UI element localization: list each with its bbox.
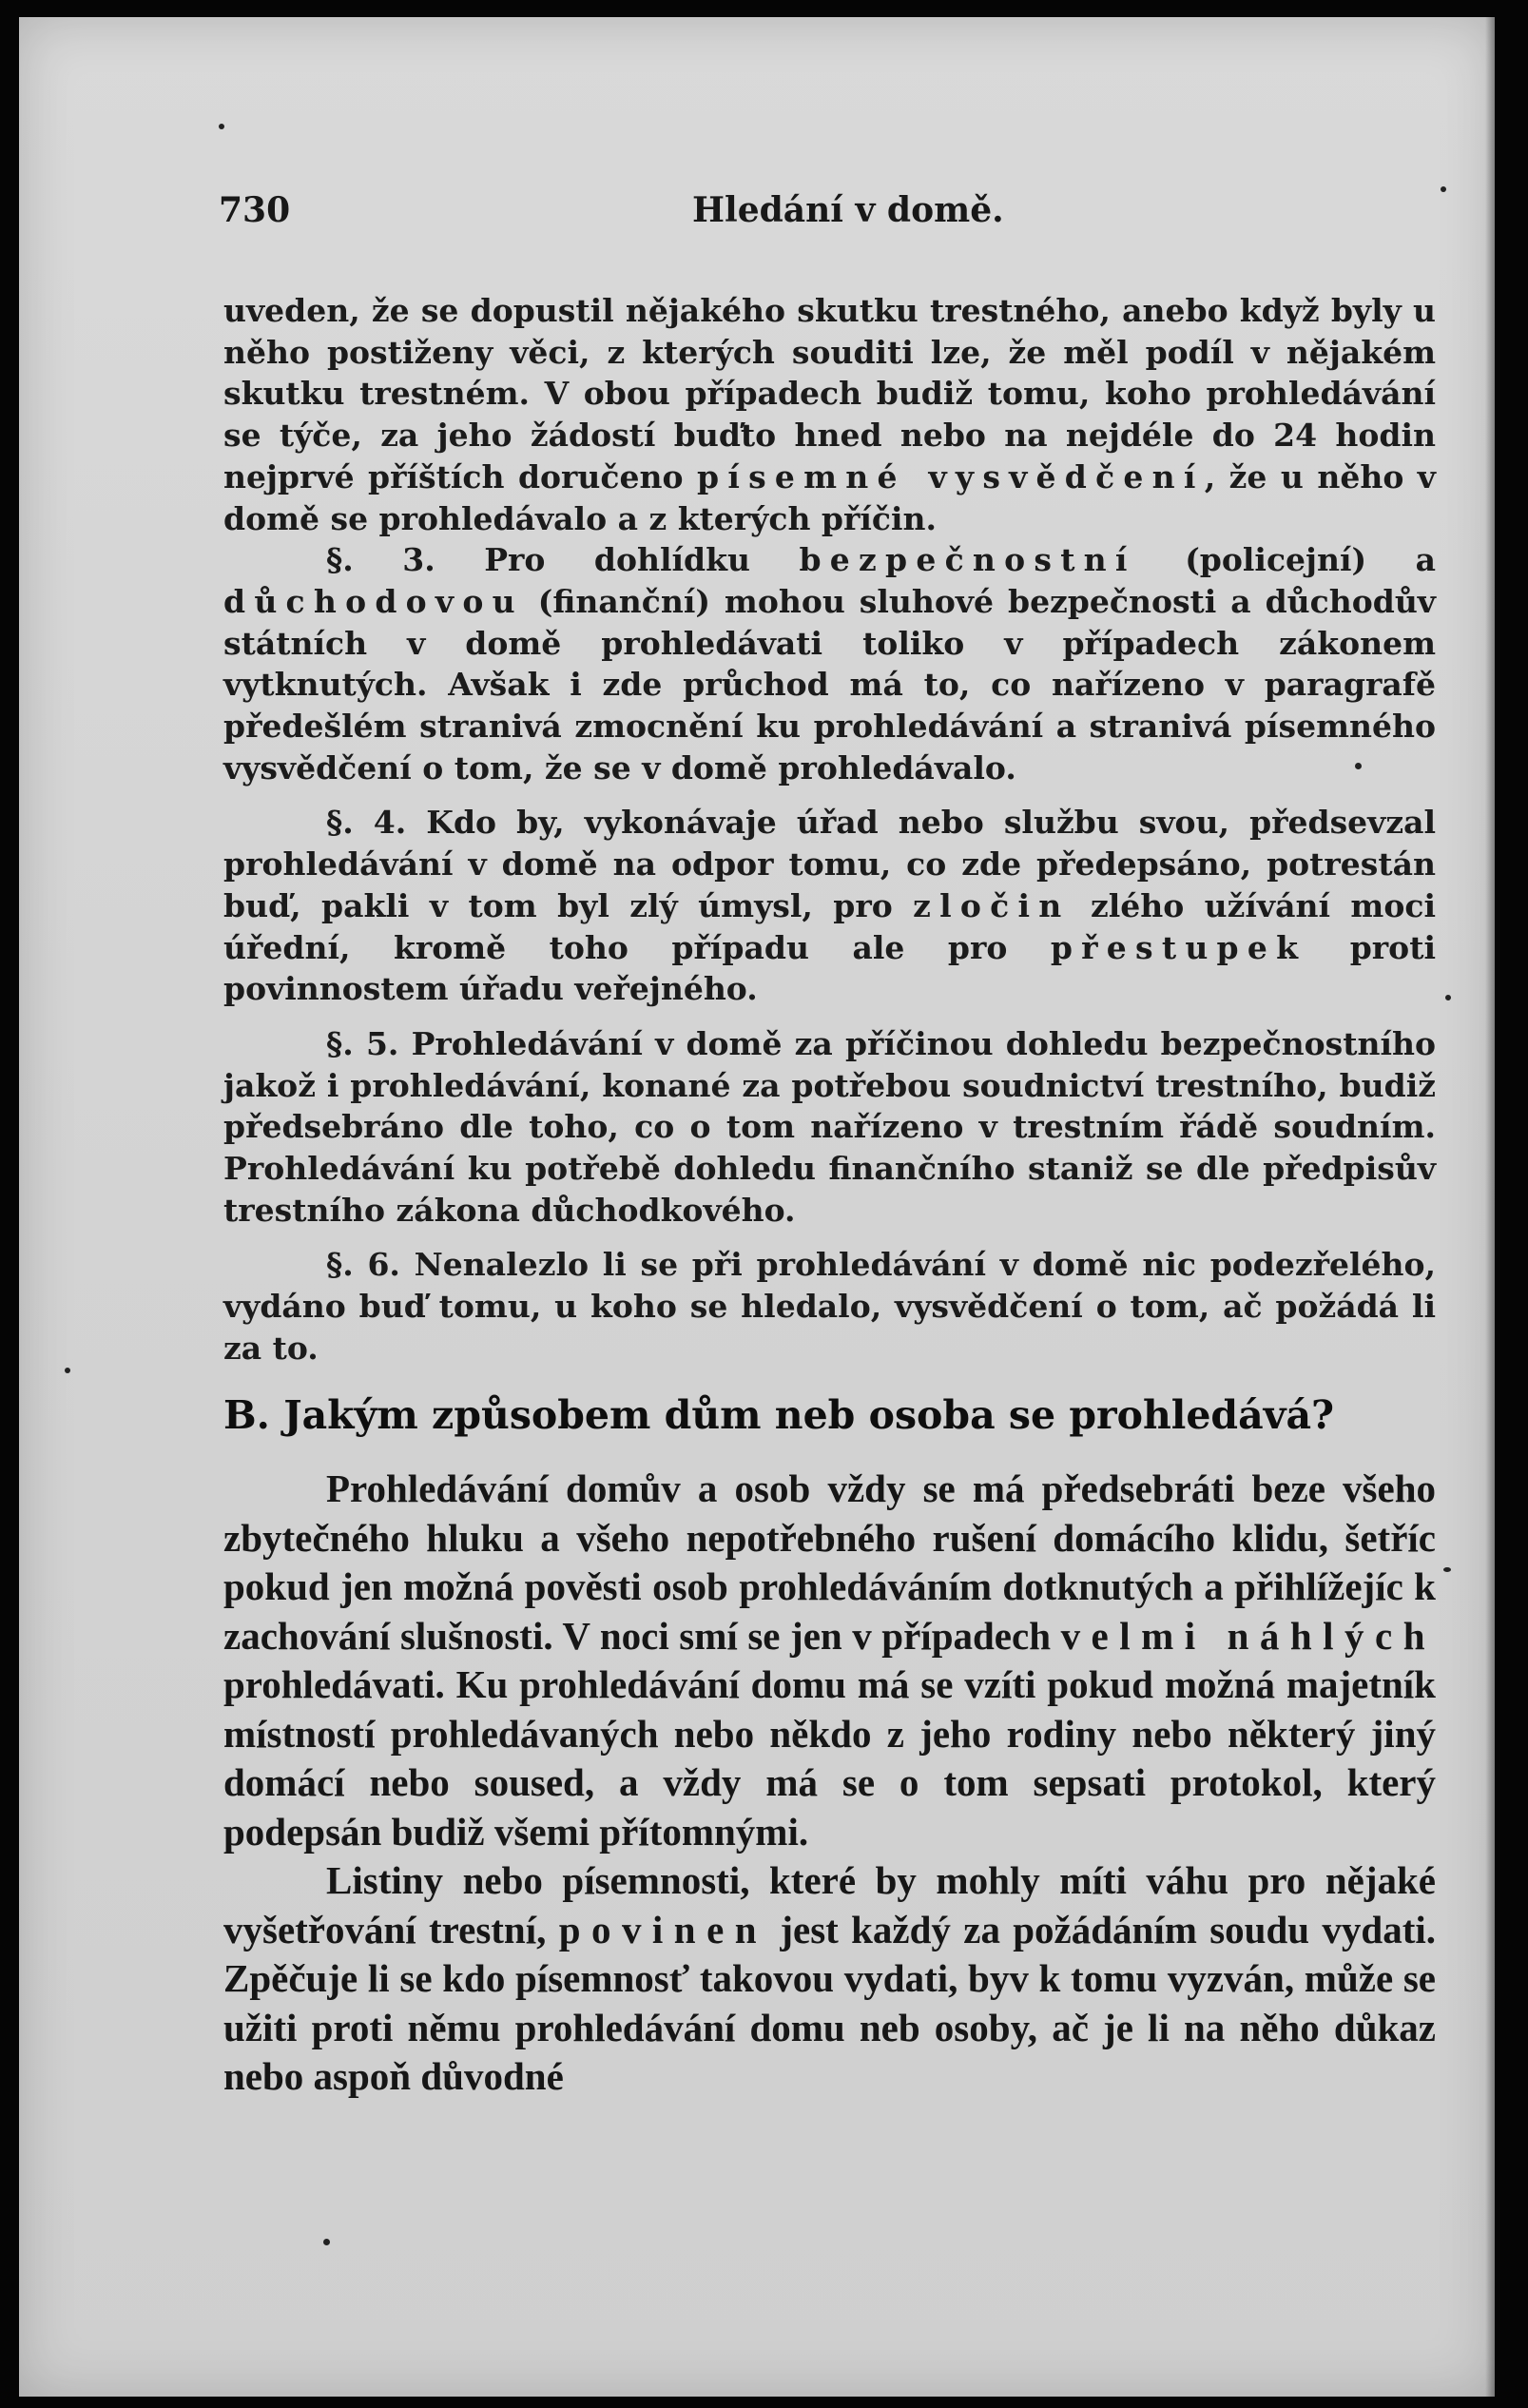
spaced-emphasis: velmi náhlých [1060, 1613, 1436, 1658]
scan-speck [323, 2239, 330, 2245]
running-title: Hledání v domě. [692, 190, 1004, 230]
scan-speck [1441, 186, 1446, 192]
section-heading: B. Jakým způsobem dům neb osoba se prohledává? [223, 1392, 1335, 1438]
spaced-emphasis: povinen [558, 1907, 768, 1952]
section-mark: §. 5. [326, 1024, 399, 1062]
spaced-emphasis: přestupek [1050, 928, 1307, 966]
paragraph-section-6 [223, 1244, 1436, 1369]
paragraph-text: Kdo by, vykonávaje úřad nebo službu svou, předsevzal prohledávání v domě na odpor tomu, co zde předepsáno, potrestán buď, pakli v tom byl zlý úmysl, pro [223, 804, 1437, 924]
paragraph-text: prohledávati. Ku prohledávání domu má se vzíti pokud možná majetník místností prohledávaných nebo někdo z jeho rodiny nebo některý jiný domácí nebo soused, a vždy má se o tom sepsati protokol, který podepsán budiž všemi přítomnými. [223, 1662, 1436, 1854]
paragraph-text: , že u něho v domě se prohledávalo a z kterých příčin. [223, 457, 1436, 537]
paragraph-text: jest každý za požádáním soudu vydati. Zpěčuje li se kdo písemnosť takovou vydati, byv k tomu vyzván, může se užiti proti němu prohledávání domu neb osoby, ač je li na něho důkaz nebo aspoň důvodné [223, 1907, 1436, 2098]
paragraph-section-5 [223, 1023, 1436, 1232]
page-number: 730 [219, 190, 291, 230]
paragraph-text: zlého užívání moci úřední, kromě toho případu ale pro [223, 886, 1436, 966]
paragraph-section-3 [223, 539, 1436, 788]
section-a-text [223, 290, 1436, 1369]
spaced-emphasis: zločin [913, 886, 1071, 924]
page-header [219, 190, 1455, 238]
paragraph-search-procedure [223, 1465, 1436, 1856]
paragraph-text: proti povinnostem úřadu veřejného. [223, 928, 1436, 1008]
paragraph-continuation [223, 290, 1436, 539]
paragraph-text: uveden, že se dopustil nějakého skutku trestného, anebo když byly u něho postiženy věci, z kterých souditi lze, že měl podíl v nějakém skutku trestném. V obou případech budiž tomu, koho prohledávání se týče, za jeho žádostí buďto hned nebo na nejdéle do 24 hodin nejprvé příštích doručeno [223, 292, 1436, 495]
scan-speck [1355, 763, 1362, 769]
paragraph-text: Pro dohlídku [435, 541, 800, 579]
book-page [19, 17, 1495, 2397]
section-b-text [223, 1465, 1436, 2102]
scan-speck [1445, 995, 1451, 1000]
paragraph-section-4 [223, 802, 1436, 1010]
page-edge-shadow [1485, 17, 1495, 2397]
scan-speck [1443, 1567, 1451, 1572]
paragraph-text: (policejní) a [1135, 541, 1437, 579]
paragraph-text: Nenalezlo li se při prohledávání v domě nic podezřelého, vydáno buď tomu, u koho se hledalo, vysvědčení o tom, ač požádá li za to. [223, 1246, 1437, 1367]
spaced-emphasis: bezpečnostní [799, 541, 1136, 579]
section-mark: §. 3. [326, 541, 435, 579]
paragraph-documents [223, 1856, 1436, 2102]
scan-speck [219, 124, 224, 129]
paragraph-text: Prohledávání domův a osob vždy se má předsebráti beze všeho zbytečného hluku a všeho nepotřebného rušení domácího klidu, šetříc pokud jen možná pověsti osob prohledáváním dotknutých a přihlížejíc k zachování slušnosti. V noci smí se jen v případech [223, 1466, 1436, 1658]
spaced-emphasis: písemné vysvědčení [697, 457, 1205, 495]
section-mark: §. 4. [326, 804, 407, 842]
spaced-emphasis: důchodovou [223, 582, 524, 620]
paragraph-text: Listiny nebo písemnosti, které by mohly míti váhu pro nějaké vyšetřování trestní, [223, 1858, 1436, 1952]
paragraph-text: Prohledávání v domě za příčinou dohledu bezpečnostního jakož i prohledávání, konané za potřebou soudnictví trestního, budiž předsebráno dle toho, co o tom nařízeno v trestním řádě soudním. Prohledávání ku potřebě dohledu finančního staniž se dle předpisův trestního zákona důchodkového. [223, 1024, 1437, 1229]
scan-speck [65, 1368, 70, 1373]
section-mark: §. 6. [326, 1246, 400, 1284]
paragraph-text: (finanční) mohou sluhové bezpečnosti a důchodův státních v domě prohledávati toliko v případech zákonem vytknutých. Avšak i zde průchod má to, co nařízeno v paragrafě předešlém stranivá zmocnění ku prohledávání a stranivá písemného vysvědčení o tom, že se v domě prohledávalo. [223, 582, 1436, 786]
